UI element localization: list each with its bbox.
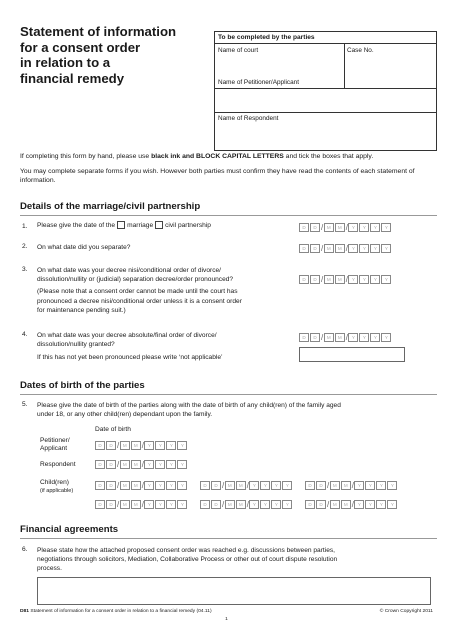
question-3-text: dissolution/nullity or (judicial) separation decree/order pronounced? [37, 276, 234, 284]
date-field-q4[interactable] [299, 333, 392, 342]
date-digit-box[interactable]: Y [260, 500, 270, 509]
date-digit-box[interactable]: Y [144, 441, 154, 450]
date-digit-box[interactable]: Y [144, 500, 154, 509]
date-digit-box[interactable]: Y [282, 481, 292, 490]
date-digit-box[interactable]: Y [370, 333, 380, 342]
date-separator: / [345, 275, 348, 284]
not-applicable-field[interactable] [299, 347, 405, 362]
children-label [40, 479, 73, 495]
date-field-child-dob[interactable] [305, 500, 398, 509]
date-separator: / [321, 275, 324, 284]
date-digit-box[interactable]: Y [381, 244, 391, 253]
date-digit-box[interactable]: M [341, 481, 351, 490]
date-of-birth-header: Date of birth [95, 426, 131, 433]
date-digit-box[interactable]: M [335, 244, 345, 253]
date-digit-box[interactable]: M [131, 500, 141, 509]
date-separator: / [141, 481, 144, 490]
question-3-note: for maintenance pending suit.) [37, 306, 126, 314]
date-digit-box[interactable]: Y [249, 500, 259, 509]
question-number: 4. [22, 331, 28, 338]
section-heading-dates-of-birth: Dates of birth of the parties [20, 380, 145, 391]
date-digit-box[interactable]: Y [166, 460, 176, 469]
financial-agreement-answer-field[interactable] [37, 577, 431, 605]
date-separator: / [222, 500, 225, 509]
date-field-q3[interactable] [299, 275, 392, 284]
date-field-child-dob[interactable] [95, 500, 188, 509]
title-line: for a consent order [20, 39, 141, 55]
date-digit-box[interactable]: Y [348, 223, 358, 232]
case-number-label: Case No. [347, 47, 374, 54]
date-digit-box[interactable]: Y [387, 500, 397, 509]
date-separator: / [141, 441, 144, 450]
question-3-text: On what date was your decree nisi/conditional order of divorce/ [37, 267, 221, 274]
children-label-note: (if applicable) [40, 488, 74, 494]
court-name-label: Name of court [218, 47, 259, 54]
footer-form-title-text: Statement of information for a consent order in relation to a financial remedy (04.11) [28, 609, 212, 614]
date-separator: / [351, 500, 354, 509]
date-digit-box[interactable]: M [120, 460, 130, 469]
date-digit-box[interactable]: Y [166, 500, 176, 509]
question-4-text: dissolution/nullity granted? [37, 341, 115, 349]
instruction-separate-forms: You may complete separate forms if you wish. However both parties must confirm they have read the contents of each statement of information. [20, 168, 415, 185]
date-digit-box[interactable]: Y [155, 481, 165, 490]
date-separator: / [246, 481, 249, 490]
date-digit-box[interactable]: D [316, 481, 326, 490]
date-separator: / [345, 244, 348, 253]
parties-box-heading: To be completed by the parties [215, 32, 436, 44]
date-digit-box[interactable]: D [95, 481, 105, 490]
date-digit-box[interactable]: D [95, 460, 105, 469]
date-digit-box[interactable]: Y [359, 333, 369, 342]
date-digit-box[interactable]: D [299, 333, 309, 342]
date-digit-box[interactable]: M [341, 500, 351, 509]
title-line: Statement of information [20, 24, 177, 39]
date-digit-box[interactable]: D [305, 500, 315, 509]
civil-partnership-checkbox[interactable] [155, 221, 163, 229]
date-digit-box[interactable]: D [200, 500, 210, 509]
form-title [20, 24, 210, 86]
date-digit-box[interactable]: D [106, 481, 116, 490]
date-digit-box[interactable]: Y [359, 244, 369, 253]
date-digit-box[interactable]: Y [166, 481, 176, 490]
date-digit-box[interactable]: Y [381, 223, 391, 232]
question-5-text: Please give the date of birth of the parties along with the date of birth of any child(ren) of the family aged [37, 402, 341, 409]
date-field-q1[interactable] [299, 223, 392, 232]
question-2: On what date did you separate? [37, 244, 131, 251]
date-digit-box[interactable]: M [225, 500, 235, 509]
footer-form-title [20, 609, 212, 614]
date-digit-box[interactable]: Y [271, 481, 281, 490]
date-separator: / [222, 481, 225, 490]
date-digit-box[interactable]: Y [370, 223, 380, 232]
date-digit-box[interactable]: M [330, 481, 340, 490]
date-digit-box[interactable]: Y [177, 481, 187, 490]
question-6 [37, 546, 437, 574]
question-4-text: On what date was your decree absolute/final order of divorce/ [37, 332, 217, 339]
date-digit-box[interactable]: M [324, 223, 334, 232]
date-digit-box[interactable]: M [236, 500, 246, 509]
section-heading-marriage: Details of the marriage/civil partnership [20, 201, 201, 212]
date-digit-box[interactable]: Y [177, 460, 187, 469]
instruction-text: If completing this form by hand, please use [20, 153, 152, 160]
date-digit-box[interactable]: Y [376, 481, 386, 490]
date-digit-box[interactable]: Y [354, 500, 364, 509]
date-digit-box[interactable]: D [299, 223, 309, 232]
date-digit-box[interactable]: Y [155, 460, 165, 469]
date-digit-box[interactable]: M [324, 244, 334, 253]
question-4-note: If this has not yet been pronounced please write ‘not applicable’ [37, 354, 223, 362]
question-number: 6. [22, 546, 28, 553]
date-separator: / [246, 500, 249, 509]
petitioner-label-text: Petitioner/ [40, 437, 70, 444]
date-digit-box[interactable]: D [200, 481, 210, 490]
date-digit-box[interactable]: M [120, 500, 130, 509]
date-digit-box[interactable]: D [316, 500, 326, 509]
date-digit-box[interactable]: Y [144, 481, 154, 490]
date-digit-box[interactable]: D [299, 244, 309, 253]
question-number: 5. [22, 401, 28, 408]
date-digit-box[interactable]: D [95, 441, 105, 450]
date-digit-box[interactable]: Y [370, 244, 380, 253]
date-digit-box[interactable]: Y [365, 481, 375, 490]
date-digit-box[interactable]: Y [348, 333, 358, 342]
civil-partnership-option-label: civil partnership [165, 222, 211, 229]
respondent-name-field[interactable] [215, 112, 436, 150]
date-digit-box[interactable]: Y [370, 275, 380, 284]
date-digit-box[interactable]: M [335, 333, 345, 342]
date-digit-box[interactable]: M [324, 333, 334, 342]
instruction-text: and tick the boxes that apply. [283, 153, 374, 160]
question-6-text: Please state how the attached proposed consent order was reached e.g. discussions between parties, [37, 547, 336, 554]
date-field-child-dob[interactable] [305, 481, 398, 490]
question-6-text: negotiations through solicitors, Mediation, Collaborative Process or other out of court dispute resolution [37, 556, 338, 564]
question-5 [37, 401, 437, 419]
date-digit-box[interactable]: M [225, 481, 235, 490]
date-separator: / [351, 481, 354, 490]
date-digit-box[interactable]: Y [376, 500, 386, 509]
date-digit-box[interactable]: Y [348, 275, 358, 284]
date-digit-box[interactable]: D [95, 500, 105, 509]
section-heading-financial-agreements: Financial agreements [20, 524, 119, 535]
respondent-name-label: Name of Respondent [218, 115, 279, 122]
date-digit-box[interactable]: Y [348, 244, 358, 253]
instruction-ink [20, 152, 440, 161]
date-digit-box[interactable]: D [299, 275, 309, 284]
date-digit-box[interactable]: Y [155, 500, 165, 509]
date-digit-box[interactable]: Y [381, 275, 391, 284]
question-3 [37, 266, 297, 315]
question-6-text: process. [37, 565, 62, 573]
question-number: 2. [22, 243, 28, 250]
date-digit-box[interactable]: M [131, 481, 141, 490]
petitioner-name-field[interactable] [215, 76, 436, 100]
date-digit-box[interactable]: D [310, 275, 320, 284]
date-separator: / [117, 460, 120, 469]
date-digit-box[interactable]: Y [166, 441, 176, 450]
date-field-respondent-dob[interactable] [95, 460, 188, 469]
question-number: 1. [22, 223, 28, 230]
date-digit-box[interactable]: M [131, 460, 141, 469]
date-digit-box[interactable]: D [211, 500, 221, 509]
date-field-q2[interactable] [299, 244, 392, 253]
date-digit-box[interactable]: Y [144, 460, 154, 469]
title-line: financial remedy [20, 70, 125, 86]
date-field-child-dob[interactable] [95, 481, 188, 490]
date-separator: / [117, 500, 120, 509]
date-digit-box[interactable]: D [106, 500, 116, 509]
children-label-text: Child(ren) [40, 479, 69, 486]
footer-form-code: D81 [20, 609, 29, 614]
date-digit-box[interactable]: M [335, 275, 345, 284]
question-3-note: pronounced a decree nisi/conditional order unless it is a consent order [37, 297, 242, 305]
title-line: in relation to a [20, 55, 111, 70]
date-separator: / [321, 333, 324, 342]
date-digit-box[interactable]: Y [177, 500, 187, 509]
date-digit-box[interactable]: D [305, 481, 315, 490]
date-separator: / [141, 500, 144, 509]
date-digit-box[interactable]: Y [359, 223, 369, 232]
question-4 [37, 331, 297, 363]
date-digit-box[interactable]: M [131, 441, 141, 450]
date-digit-box[interactable]: M [324, 275, 334, 284]
date-separator: / [321, 223, 324, 232]
marriage-checkbox[interactable] [117, 221, 125, 229]
question-3-note: (Please note that a consent order cannot be made until the court has [37, 288, 238, 296]
date-digit-box[interactable]: D [211, 481, 221, 490]
date-separator: / [117, 481, 120, 490]
date-digit-box[interactable]: Y [359, 275, 369, 284]
date-digit-box[interactable]: Y [249, 481, 259, 490]
date-digit-box[interactable]: Y [354, 481, 364, 490]
date-digit-box[interactable]: Y [282, 500, 292, 509]
date-digit-box[interactable]: Y [365, 500, 375, 509]
date-digit-box[interactable]: Y [387, 481, 397, 490]
footer-copyright: © Crown Copyright 2011 [379, 609, 433, 614]
date-digit-box[interactable]: M [330, 500, 340, 509]
date-digit-box[interactable]: M [236, 481, 246, 490]
date-digit-box[interactable]: D [106, 460, 116, 469]
question-5-text: under 18, or any other child(ren) dependant upon the family. [37, 411, 213, 419]
question-1-text: Please give the date of the [37, 222, 116, 229]
date-separator: / [345, 223, 348, 232]
date-digit-box[interactable]: M [335, 223, 345, 232]
date-field-child-dob[interactable] [200, 481, 293, 490]
marriage-option-label: marriage [127, 222, 154, 229]
date-digit-box[interactable]: D [310, 333, 320, 342]
date-digit-box[interactable]: D [106, 441, 116, 450]
question-number: 3. [22, 266, 28, 273]
petitioner-name-label: Name of Petitioner/Applicant [218, 79, 299, 86]
page-number: 1 [225, 617, 228, 622]
question-1 [37, 221, 297, 230]
date-separator: / [327, 500, 330, 509]
date-separator: / [345, 333, 348, 342]
petitioner-label [40, 437, 70, 453]
date-digit-box[interactable]: Y [177, 441, 187, 450]
date-separator: / [141, 460, 144, 469]
date-digit-box[interactable]: Y [260, 481, 270, 490]
date-digit-box[interactable]: Y [271, 500, 281, 509]
respondent-label: Respondent [40, 461, 76, 468]
parties-box [214, 31, 437, 151]
date-separator: / [117, 441, 120, 450]
instruction-bold: black ink and BLOCK CAPITAL LETTERS [151, 153, 284, 160]
date-digit-box[interactable]: D [310, 244, 320, 253]
date-digit-box[interactable]: Y [381, 333, 391, 342]
date-field-petitioner-dob[interactable] [95, 441, 188, 450]
date-digit-box[interactable]: D [310, 223, 320, 232]
date-separator: / [327, 481, 330, 490]
date-digit-box[interactable]: M [120, 481, 130, 490]
date-digit-box[interactable]: M [120, 441, 130, 450]
date-separator: / [321, 244, 324, 253]
date-field-child-dob[interactable] [200, 500, 293, 509]
date-digit-box[interactable]: Y [155, 441, 165, 450]
petitioner-label-text: Applicant [40, 445, 68, 452]
